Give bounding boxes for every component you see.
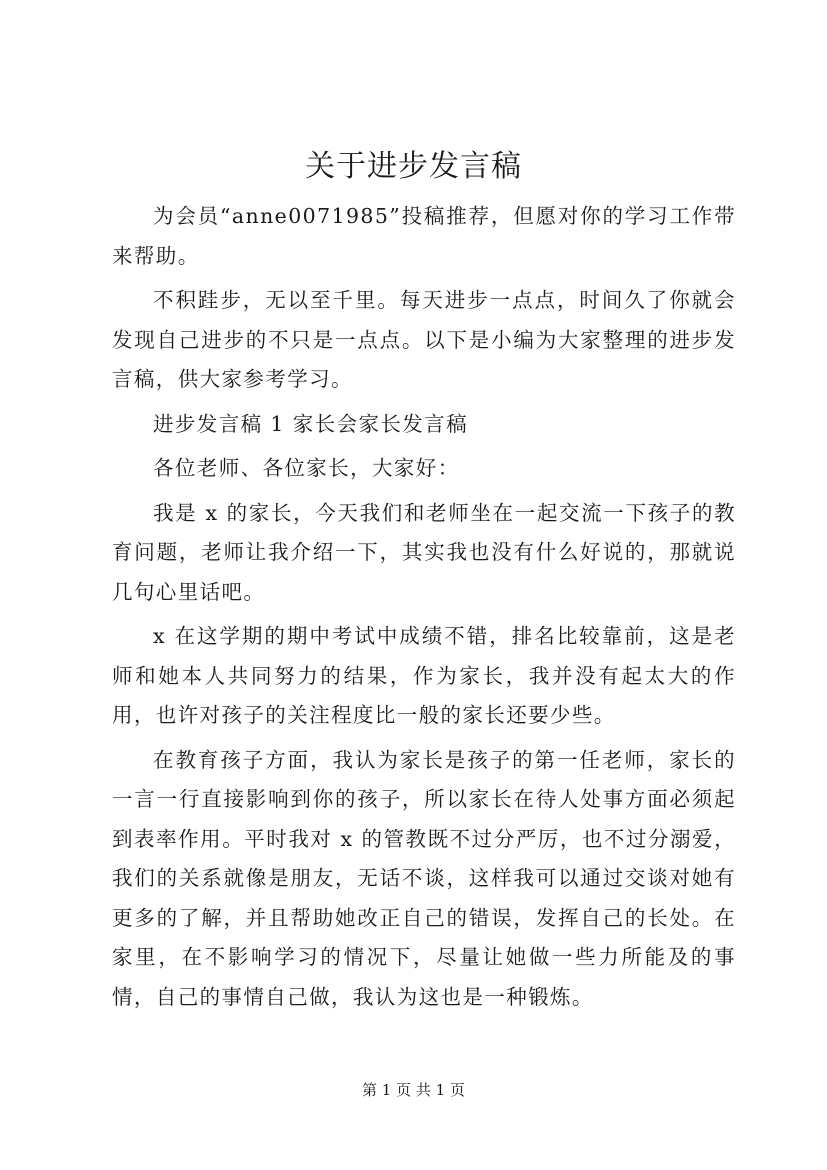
document-title: 关于进步发言稿 — [305, 149, 522, 184]
paragraph-section-heading: 进步发言稿 1 家长会家长发言稿 — [153, 411, 468, 436]
paragraph-greeting: 各位老师、各位家长，大家好： — [153, 456, 460, 480]
paragraph-self-introduction: 我是 x 的家长，今天我们和老师坐在一起交流一下孩子的教育问题，老师让我介绍一下，其实我也没有什么好说的，那就说几句心里话吧。 — [112, 500, 736, 604]
paragraph-exam-results: x 在这学期的期中考试中成绩不错，排名比较靠前，这是老师和她本人共同努力的结果，作为家长，我并没有起太大的作用，也许对孩子的关注程度比一般的家长还要少些。 — [112, 624, 736, 727]
paragraph-intro: 不积跬步，无以至千里。每天进步一点点，时间久了你就会发现自己进步的不只是一点点。以下是小编为大家整理的进步发言稿，供大家参考学习。 — [112, 288, 736, 391]
page-footer: 第 1 页 共 1 页 — [362, 1081, 465, 1099]
paragraph-contributor-note: 为会员“anne0071985”投稿推荐，但愿对你的学习工作带来帮助。 — [112, 204, 736, 268]
paragraph-education-approach: 在教育孩子方面，我认为家长是孩子的第一任老师，家长的一言一行直接影响到你的孩子，所以家长在待人处事方面必须起到表率作用。平时我对 x 的管教既不过分严厉，也不过分溺爱，我们的关系就像是朋友，无话不谈，这样我可以通过交谈对她有更多的了解，并且帮助她改正自己的错误，发挥自己的长处。在家里，在不影响学习的情况下，尽量让她做一些力所能及的事情，自己的事情自己做，我认为这也是一种锻炼。 — [112, 747, 736, 1009]
document-body — [112, 197, 736, 1022]
